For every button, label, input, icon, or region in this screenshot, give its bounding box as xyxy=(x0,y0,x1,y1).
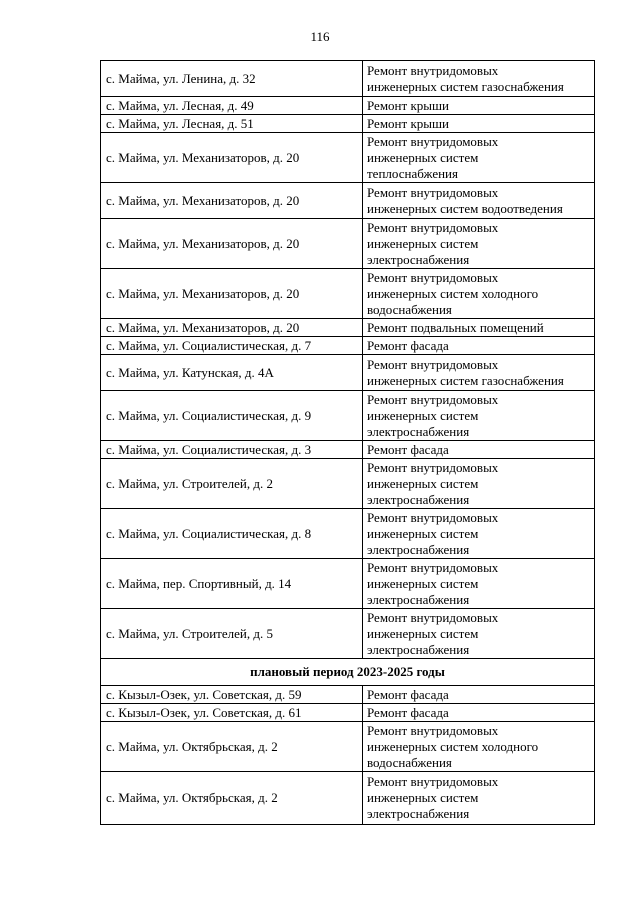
work-type-cell: Ремонт фасада xyxy=(363,441,595,459)
work-type-cell: Ремонт внутридомовых инженерных систем электроснабжения xyxy=(363,609,595,659)
table-row xyxy=(101,337,595,355)
table-row xyxy=(101,441,595,459)
work-type-cell: Ремонт фасада xyxy=(363,337,595,355)
work-type-cell: Ремонт внутридомовых инженерных систем газоснабжения xyxy=(363,355,595,391)
work-type-cell: Ремонт подвальных помещений xyxy=(363,319,595,337)
work-type-cell: Ремонт внутридомовых инженерных систем электроснабжения xyxy=(363,459,595,509)
table-row xyxy=(101,61,595,97)
address-cell: с. Майма, ул. Лесная, д. 51 xyxy=(101,115,363,133)
work-type-cell: Ремонт крыши xyxy=(363,115,595,133)
address-cell: с. Майма, ул. Социалистическая, д. 8 xyxy=(101,509,363,559)
work-type-cell: Ремонт внутридомовых инженерных систем электроснабжения xyxy=(363,559,595,609)
work-type-cell: Ремонт внутридомовых инженерных систем электроснабжения xyxy=(363,391,595,441)
work-type-cell: Ремонт внутридомовых инженерных систем электроснабжения xyxy=(363,219,595,269)
table-row xyxy=(101,219,595,269)
table-row xyxy=(101,559,595,609)
address-cell: с. Майма, ул. Строителей, д. 5 xyxy=(101,609,363,659)
page-number: 116 xyxy=(310,29,330,44)
table-row xyxy=(101,686,595,704)
table-row xyxy=(101,183,595,219)
work-type-cell: Ремонт внутридомовых инженерных систем теплоснабжения xyxy=(363,133,595,183)
work-type-cell: Ремонт внутридомовых инженерных систем холодного водоснабжения xyxy=(363,722,595,772)
work-type-cell: Ремонт крыши xyxy=(363,97,595,115)
table-row xyxy=(101,269,595,319)
work-type-cell: Ремонт фасада xyxy=(363,704,595,722)
address-cell: с. Майма, ул. Механизаторов, д. 20 xyxy=(101,269,363,319)
table-row xyxy=(101,609,595,659)
table-row xyxy=(101,391,595,441)
table-row xyxy=(101,97,595,115)
table-row xyxy=(101,509,595,559)
work-type-cell: Ремонт внутридомовых инженерных систем газоснабжения xyxy=(363,61,595,97)
work-type-cell: Ремонт фасада xyxy=(363,686,595,704)
table-row xyxy=(101,115,595,133)
address-cell: с. Майма, ул. Социалистическая, д. 9 xyxy=(101,391,363,441)
address-cell: с. Майма, ул. Катунская, д. 4А xyxy=(101,355,363,391)
work-type-cell: Ремонт внутридомовых инженерных систем электроснабжения xyxy=(363,509,595,559)
address-cell: с. Майма, ул. Механизаторов, д. 20 xyxy=(101,183,363,219)
address-cell: с. Майма, ул. Строителей, д. 2 xyxy=(101,459,363,509)
address-cell: с. Майма, ул. Лесная, д. 49 xyxy=(101,97,363,115)
address-cell: с. Майма, ул. Механизаторов, д. 20 xyxy=(101,319,363,337)
table-row xyxy=(101,355,595,391)
address-cell: с. Майма, ул. Социалистическая, д. 7 xyxy=(101,337,363,355)
work-type-cell: Ремонт внутридомовых инженерных систем холодного водоснабжения xyxy=(363,269,595,319)
address-cell: с. Майма, пер. Спортивный, д. 14 xyxy=(101,559,363,609)
section-title: плановый период 2023-2025 годы xyxy=(101,659,595,686)
address-cell: с. Майма, ул. Социалистическая, д. 3 xyxy=(101,441,363,459)
table-row xyxy=(101,772,595,825)
table-row xyxy=(101,704,595,722)
address-cell: с. Кызыл-Озек, ул. Советская, д. 59 xyxy=(101,686,363,704)
table-row xyxy=(101,319,595,337)
address-cell: с. Майма, ул. Механизаторов, д. 20 xyxy=(101,219,363,269)
address-cell: с. Майма, ул. Октябрьская, д. 2 xyxy=(101,772,363,825)
address-cell: с. Майма, ул. Механизаторов, д. 20 xyxy=(101,133,363,183)
work-type-cell: Ремонт внутридомовых инженерных систем электроснабжения xyxy=(363,772,595,825)
address-cell: с. Майма, ул. Октябрьская, д. 2 xyxy=(101,722,363,772)
table-row xyxy=(101,722,595,772)
address-cell: с. Кызыл-Озек, ул. Советская, д. 61 xyxy=(101,704,363,722)
address-cell: с. Майма, ул. Ленина, д. 32 xyxy=(101,61,363,97)
table-row xyxy=(101,133,595,183)
section-header-row xyxy=(101,659,595,686)
table-row xyxy=(101,459,595,509)
repair-works-table xyxy=(100,60,595,825)
work-type-cell: Ремонт внутридомовых инженерных систем водоотведения xyxy=(363,183,595,219)
